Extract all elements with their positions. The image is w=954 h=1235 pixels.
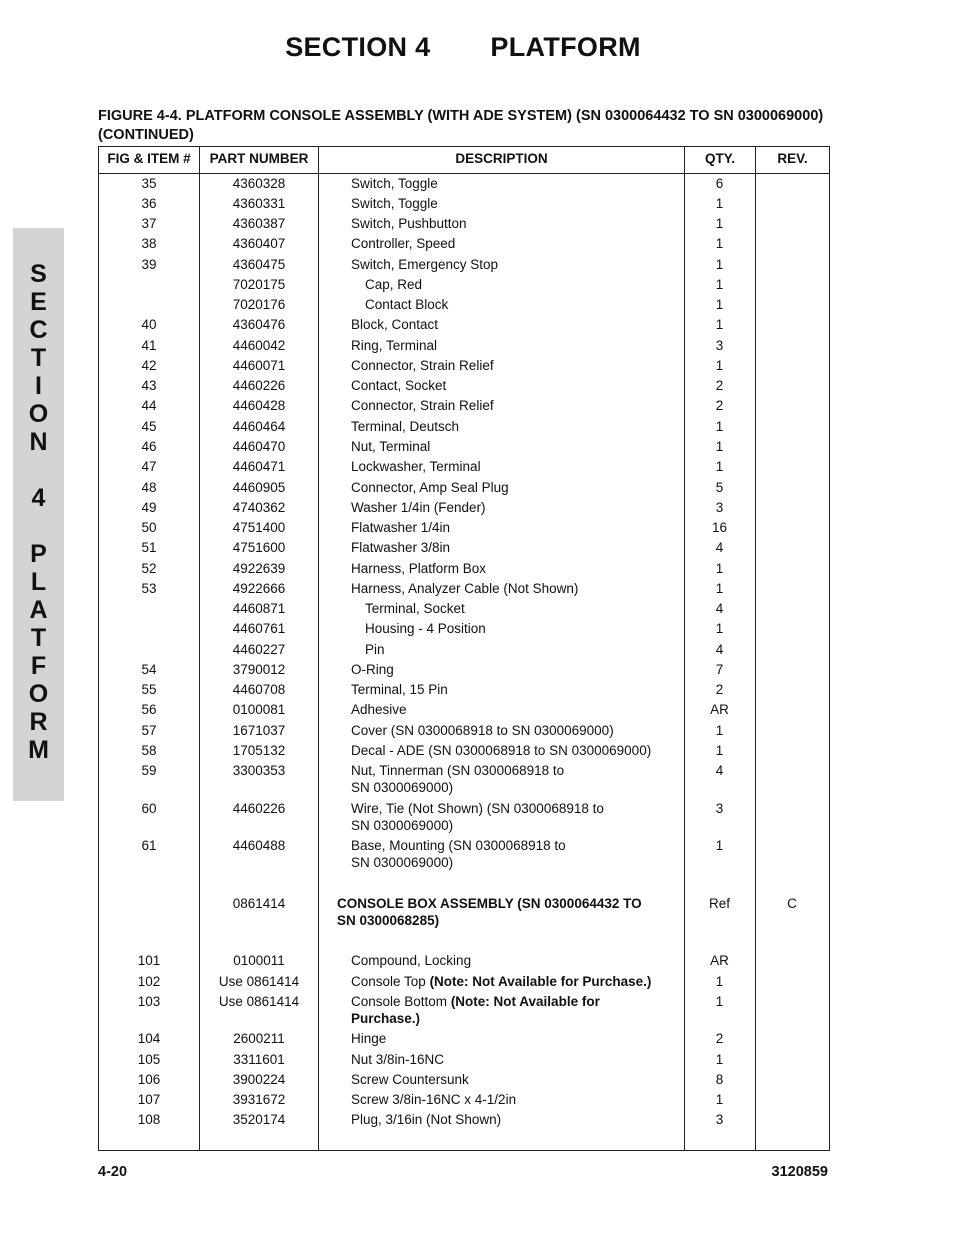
part-number: 4460905 — [232, 480, 286, 495]
description: Connector, Amp Seal Plug — [351, 480, 509, 495]
description: Flatwasher 1/4in — [351, 520, 451, 535]
quantity: 3 — [715, 1112, 724, 1127]
fig-item-number: 105 — [137, 1052, 161, 1067]
description: Flatwasher 3/8in — [351, 540, 451, 555]
quantity: 1 — [715, 621, 724, 636]
quantity: 2 — [715, 378, 724, 393]
fig-item-number: 45 — [141, 419, 157, 434]
side-tab-letter: N — [29, 428, 48, 456]
quantity: 1 — [715, 1092, 724, 1107]
quantity: 4 — [715, 642, 724, 657]
side-tab-letter: M — [28, 736, 49, 764]
description: Switch, Toggle — [351, 196, 438, 211]
part-number: Use 0861414 — [218, 994, 300, 1009]
part-number: 4460071 — [232, 358, 286, 373]
fig-item-number: 46 — [141, 439, 157, 454]
section-side-tab — [13, 228, 64, 801]
side-tab-letter: A — [29, 596, 48, 624]
quantity: 1 — [715, 216, 724, 231]
description-text: Console Bottom — [351, 994, 451, 1009]
description: Harness, Analyzer Cable (Not Shown) — [351, 581, 579, 596]
fig-item-number: 107 — [137, 1092, 161, 1107]
part-number: 3790012 — [232, 662, 286, 677]
quantity: 4 — [715, 763, 724, 778]
revision: C — [787, 896, 797, 911]
page-title — [0, 32, 926, 63]
quantity: 1 — [715, 723, 724, 738]
description-continued: SN 0300069000) — [351, 818, 454, 833]
section-label: SECTION 4 — [285, 32, 431, 62]
header-part-number: PART NUMBER — [209, 151, 309, 166]
fig-item-number: 49 — [141, 500, 157, 515]
description: Lockwasher, Terminal — [351, 459, 481, 474]
side-tab-letter: L — [30, 568, 47, 596]
description: Washer 1/4in (Fender) — [351, 500, 486, 515]
description: Nut, Terminal — [351, 439, 431, 454]
quantity: 1 — [715, 1052, 724, 1067]
header-qty: QTY. — [704, 151, 735, 166]
description: Contact Block — [365, 297, 449, 312]
part-number: 4751600 — [232, 540, 286, 555]
part-number: Use 0861414 — [218, 974, 300, 989]
side-tab-letter: E — [30, 288, 47, 316]
fig-item-number: 55 — [141, 682, 157, 697]
part-number: 4360476 — [232, 317, 286, 332]
fig-item-number: 36 — [141, 196, 157, 211]
quantity: 1 — [715, 419, 724, 434]
quantity: 1 — [715, 994, 724, 1009]
quantity: 1 — [715, 297, 724, 312]
parts-table — [98, 146, 830, 1151]
description-continued: SN 0300069000) — [351, 855, 454, 870]
quantity: 1 — [715, 257, 724, 272]
part-number: 4460464 — [232, 419, 286, 434]
part-number: 4740362 — [232, 500, 286, 515]
part-number: 4460470 — [232, 439, 286, 454]
quantity: 1 — [715, 277, 724, 292]
fig-item-number: 59 — [141, 763, 157, 778]
header-rev: REV. — [777, 151, 808, 166]
description: Housing - 4 Position — [365, 621, 486, 636]
part-number: 4922666 — [232, 581, 286, 596]
quantity: 4 — [715, 601, 724, 616]
part-number: 4922639 — [232, 561, 286, 576]
description: CONSOLE BOX ASSEMBLY (SN 0300064432 TO — [337, 896, 642, 911]
fig-item-number: 51 — [141, 540, 157, 555]
fig-item-number: 60 — [141, 801, 157, 816]
description: Wire, Tie (Not Shown) (SN 0300068918 to — [351, 801, 604, 816]
description: Hinge — [351, 1031, 387, 1046]
quantity: 1 — [715, 561, 724, 576]
description: Cap, Red — [365, 277, 423, 292]
description: Harness, Platform Box — [351, 561, 487, 576]
quantity: 5 — [715, 480, 724, 495]
part-number: 3311601 — [233, 1052, 285, 1067]
page-number: 4-20 — [98, 1164, 128, 1180]
part-number: 7020176 — [232, 297, 286, 312]
description: Terminal, 15 Pin — [351, 682, 448, 697]
part-number: 3520174 — [232, 1112, 286, 1127]
quantity: 1 — [715, 581, 724, 596]
side-tab-letter: F — [30, 652, 47, 680]
part-number: 4360407 — [232, 236, 286, 251]
fig-item-number: 103 — [137, 994, 161, 1009]
side-tab-letter: S — [30, 260, 47, 288]
quantity: 3 — [715, 500, 724, 515]
part-number: 4360387 — [232, 216, 286, 231]
description: Nut, Tinnerman (SN 0300068918 to — [351, 763, 565, 778]
quantity: 1 — [715, 196, 724, 211]
description: Pin — [365, 642, 385, 657]
quantity: 2 — [715, 1031, 724, 1046]
fig-item-number: 43 — [141, 378, 157, 393]
side-tab-letter: T — [30, 624, 47, 652]
figure-title: FIGURE 4-4. PLATFORM CONSOLE ASSEMBLY (WITH ADE SYSTEM) (SN 0300064432 TO SN 0300069000) (CONTINUED) — [98, 108, 824, 143]
part-number: 2600211 — [233, 1031, 285, 1046]
fig-item-number: 54 — [141, 662, 157, 677]
part-number: 0100011 — [233, 953, 285, 968]
fig-item-number: 39 — [141, 257, 157, 272]
description: Adhesive — [351, 702, 407, 717]
part-number: 4460708 — [232, 682, 286, 697]
fig-item-number: 37 — [141, 216, 157, 231]
description-note: (Note: Not Available for — [450, 994, 600, 1009]
part-number: 4751400 — [232, 520, 286, 535]
fig-item-number: 48 — [141, 480, 157, 495]
part-number: 4460226 — [232, 801, 286, 816]
description: Plug, 3/16in (Not Shown) — [351, 1112, 502, 1127]
fig-item-number: 104 — [137, 1031, 161, 1046]
quantity: 1 — [715, 317, 724, 332]
description: Connector, Strain Relief — [351, 398, 494, 413]
quantity: 1 — [715, 439, 724, 454]
fig-item-number: 47 — [141, 459, 157, 474]
description-note-continued: Purchase.) — [351, 1011, 421, 1026]
part-number: 4460042 — [232, 338, 286, 353]
side-tab-letter: R — [29, 708, 48, 736]
side-tab-letter: T — [30, 344, 47, 372]
description: Switch, Toggle — [351, 176, 438, 191]
quantity: 3 — [715, 338, 724, 353]
side-tab-letter: O — [28, 680, 49, 708]
header-fig-item: FIG & ITEM # — [107, 151, 191, 166]
quantity: 7 — [715, 662, 724, 677]
part-number: 1671037 — [232, 723, 286, 738]
fig-item-number: 41 — [141, 338, 157, 353]
part-number: 4460227 — [232, 642, 286, 657]
part-number: 4460471 — [232, 459, 286, 474]
fig-item-number: 35 — [141, 176, 157, 191]
header-divider — [99, 173, 829, 174]
part-number: 4460226 — [232, 378, 286, 393]
description: Contact, Socket — [351, 378, 447, 393]
side-tab-letter: 4 — [31, 484, 46, 512]
quantity: AR — [710, 702, 729, 717]
description-continued: SN 0300068285) — [337, 913, 440, 928]
description: Controller, Speed — [351, 236, 456, 251]
part-number: 7020175 — [232, 277, 286, 292]
part-number: 4460428 — [232, 398, 286, 413]
quantity: 4 — [715, 540, 724, 555]
description: Screw 3/8in-16NC x 4-1/2in — [351, 1092, 517, 1107]
quantity: 1 — [715, 838, 724, 853]
quantity: 2 — [715, 682, 724, 697]
part-number: 3300353 — [232, 763, 286, 778]
fig-item-number: 42 — [141, 358, 157, 373]
quantity: AR — [710, 953, 729, 968]
quantity: 1 — [715, 743, 724, 758]
fig-item-number: 108 — [137, 1112, 161, 1127]
fig-item-number: 106 — [137, 1072, 161, 1087]
quantity: Ref — [708, 896, 730, 911]
description: Terminal, Socket — [365, 601, 465, 616]
fig-item-number: 50 — [141, 520, 157, 535]
fig-item-number: 44 — [141, 398, 157, 413]
description: Switch, Emergency Stop — [351, 257, 499, 272]
quantity: 8 — [715, 1072, 724, 1087]
part-number: 3900224 — [232, 1072, 286, 1087]
part-number: 4460761 — [232, 621, 286, 636]
fig-item-number: 102 — [137, 974, 161, 989]
section-name: PLATFORM — [490, 32, 641, 62]
part-number: 4360331 — [232, 196, 286, 211]
quantity: 1 — [715, 236, 724, 251]
side-tab-letter: C — [29, 316, 48, 344]
description: Cover (SN 0300068918 to SN 0300069000) — [351, 723, 614, 738]
description: Compound, Locking — [351, 953, 472, 968]
description: Screw Countersunk — [351, 1072, 469, 1087]
quantity: 3 — [715, 801, 724, 816]
column-divider — [318, 147, 319, 1150]
part-number: 0861414 — [232, 896, 286, 911]
description-continued: SN 0300069000) — [351, 780, 454, 795]
quantity: 1 — [715, 974, 724, 989]
description: Ring, Terminal — [351, 338, 438, 353]
side-tab-letter: P — [30, 540, 47, 568]
description: Block, Contact — [351, 317, 439, 332]
fig-item-number: 57 — [141, 723, 157, 738]
description-text: Console Top — [351, 974, 430, 989]
fig-item-number: 53 — [141, 581, 157, 596]
fig-item-number: 61 — [141, 838, 157, 853]
part-number: 4360475 — [232, 257, 286, 272]
description: Nut 3/8in-16NC — [351, 1052, 445, 1067]
quantity: 6 — [715, 176, 724, 191]
fig-item-number: 52 — [141, 561, 157, 576]
quantity: 16 — [711, 520, 728, 535]
part-number: 3931672 — [232, 1092, 286, 1107]
quantity: 2 — [715, 398, 724, 413]
description: Switch, Pushbutton — [351, 216, 467, 231]
part-number: 4360328 — [232, 176, 286, 191]
part-number: 4460488 — [232, 838, 286, 853]
fig-item-number: 58 — [141, 743, 157, 758]
part-number: 4460871 — [232, 601, 286, 616]
description: Connector, Strain Relief — [351, 358, 494, 373]
part-number: 1705132 — [232, 743, 286, 758]
side-tab-letter: O — [28, 400, 49, 428]
quantity: 1 — [715, 459, 724, 474]
description: Decal - ADE (SN 0300068918 to SN 0300069000) — [351, 743, 652, 758]
fig-item-number: 40 — [141, 317, 157, 332]
quantity: 1 — [715, 358, 724, 373]
description: O-Ring — [351, 662, 394, 677]
part-number: 0100081 — [232, 702, 286, 717]
description: Terminal, Deutsch — [351, 419, 460, 434]
side-tab-letter: I — [35, 372, 42, 400]
fig-item-number: 101 — [137, 953, 161, 968]
fig-item-number: 38 — [141, 236, 157, 251]
description-note: (Note: Not Available for Purchase.) — [429, 974, 652, 989]
document-number: 3120859 — [771, 1164, 828, 1180]
header-description: DESCRIPTION — [455, 151, 548, 166]
description: Base, Mounting (SN 0300068918 to — [351, 838, 566, 853]
fig-item-number: 56 — [141, 702, 157, 717]
